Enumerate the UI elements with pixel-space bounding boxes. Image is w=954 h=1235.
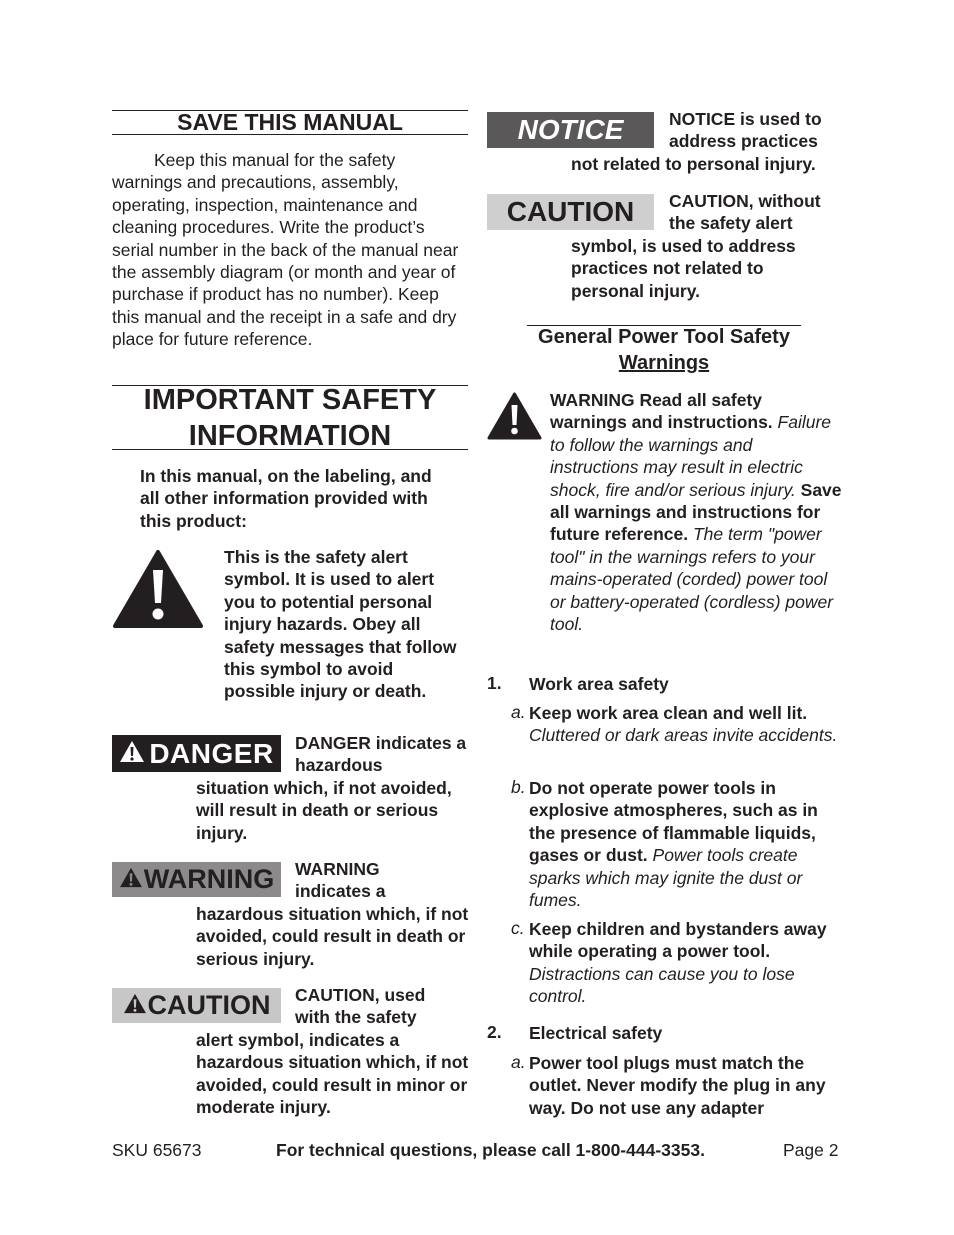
list-item-bold: Keep children and bystanders away while operating a power tool. [529,919,827,962]
general-warning-text [550,389,842,635]
list-item-bold: Power tool plugs must match the outlet. Never modify the plug in any way. Do not use any adapter [529,1053,826,1118]
general-warning-ital2: The term "power tool" in the warnings refers to your mains-operated (corded) power tool or battery-operated (cordless) power tool. [550,524,834,635]
warning-alert-icon [486,391,543,441]
safety-info-title-line1: IMPORTANT SAFETY [143,384,437,416]
list-title: Work area safety [529,674,669,694]
list-item-bold: Keep work area clean and well lit. [529,703,808,723]
list-item-ital: Power tools create sparks which may ignite the dust or fumes. [529,845,803,911]
warning-triangle-icon [119,867,143,893]
save-manual-title: SAVE THIS MANUAL [177,109,403,135]
list-letter: a. [511,702,526,722]
warning-triangle-icon [123,993,147,1019]
list-item-ital: Distractions can cause you to lose control. [529,963,795,1007]
safety-info-title [112,382,468,454]
footer-page-number: Page 2 [783,1140,839,1160]
list-number: 2. [487,1022,502,1042]
list-letter: a. [511,1052,526,1072]
notice-text-first: NOTICE is used to address practices [669,109,822,152]
general-warning-bold2: Save all warnings and instructions for future reference. [550,479,842,545]
notice-badge-label: NOTICE [517,114,624,145]
caution-plain-badge [487,194,654,230]
caution-text-rest: alert symbol, indicates a hazardous situation which, if not avoided, could result in minor or moderate injury. [196,1030,469,1118]
safety-alert-description: This is the safety alert symbol. It is used to alert you to potential personal injury hazards. Obey all safety messages that follow this symbol to avoid possible injury or death. [224,547,457,702]
notice-badge [487,112,654,148]
danger-text-rest: situation which, if not avoided, will result in death or serious injury. [196,778,452,843]
list-title: Electrical safety [529,1023,663,1043]
danger-badge-label: DANGER [149,737,274,769]
safety-info-title-line2: INFORMATION [188,420,392,452]
list-letter: c. [511,918,525,938]
caution-plain-badge-label: CAUTION [506,196,635,227]
safety-info-intro: In this manual, on the labeling, and all other information provided with this product: [140,466,432,531]
general-safety-title-line1: General Power Tool Safety [538,326,790,348]
danger-badge [112,735,281,772]
footer-tech-support: For technical questions, please call 1-800-444-3353. [276,1140,705,1160]
list-item [529,702,839,747]
list-item-bold: Do not operate power tools in explosive atmospheres, such as in the presence of flammable liquids, gases or dust. [529,778,818,866]
caution-plain-text-rest: symbol, is used to address practices not related to personal injury. [571,236,796,301]
warning-badge [112,862,281,897]
list-item [529,918,841,1008]
footer-sku: SKU 65673 [112,1140,202,1160]
list-item-ital: Cluttered or dark areas invite accidents. [529,725,838,746]
warning-text-first: WARNING indicates a [295,859,386,902]
save-manual-body: Keep this manual for the safety warnings and precautions, assembly, operating, inspection, maintenance and cleaning procedures. Write the product’s serial number in the back of the manual near the assembly diagram (or month and year of purchase if product has no number). Keep this manual and the receipt in a safe and dry place for future reference. [112,150,459,350]
warning-triangle-icon [119,740,145,768]
safety-alert-symbol-icon [112,548,204,630]
general-safety-title [487,324,841,376]
notice-text-rest: not related to personal injury. [571,154,816,174]
caution-text-first: CAUTION, used with the safety [295,985,426,1028]
warning-badge-label: WARNING [143,864,275,894]
list-number: 1. [487,673,502,693]
caution-plain-text-first: CAUTION, without the safety alert [669,191,821,234]
general-warning-bold1: WARNING Read all safety warnings and instructions. [550,390,773,433]
danger-text-first: DANGER indicates a hazardous [295,733,467,776]
caution-badge-label: CAUTION [147,990,271,1020]
list-item [529,1052,839,1119]
general-safety-title-line2: Warnings [618,352,710,374]
list-item [529,777,839,911]
caution-badge [112,988,281,1023]
list-letter: b. [511,777,526,797]
general-warning-ital1: Failure to follow the warnings and instructions may result in electric shock, fire and/or serious injury. [550,412,832,500]
warning-text-rest: hazardous situation which, if not avoided, could result in death or serious injury. [196,904,469,969]
